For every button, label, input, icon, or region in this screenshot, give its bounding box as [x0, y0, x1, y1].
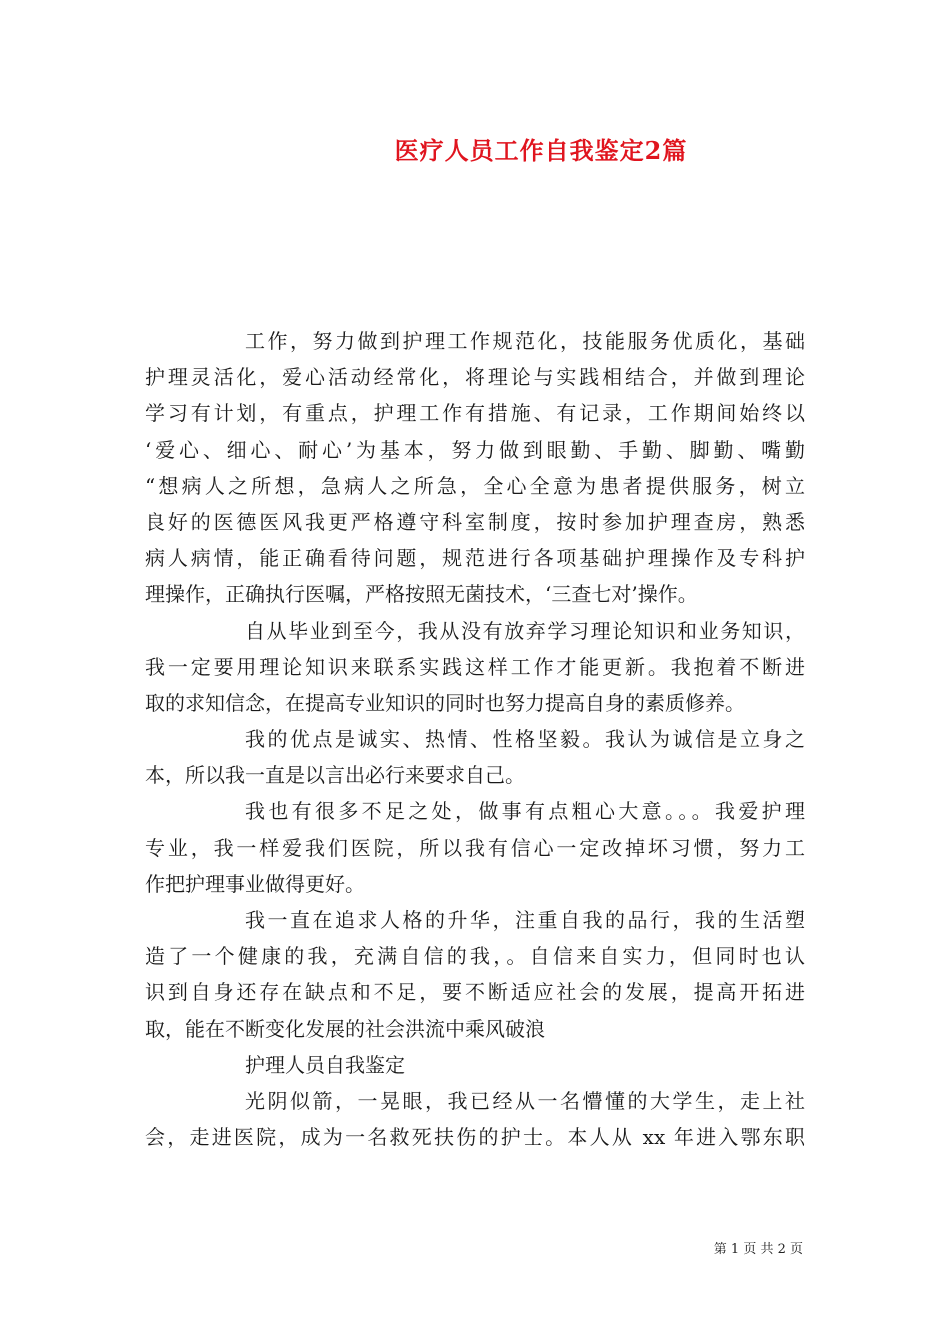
text-line: 我一直在追求人格的升华，注重自我的品行，我的生活塑	[245, 908, 805, 932]
document-body	[145, 323, 805, 1155]
text-line: 病人病情，能正确看待问题，规范进行各项基础护理操作及专科护	[145, 546, 805, 571]
text-line: 取的求知信念，在提高专业知识的同时也努力提高自身的素质修养。	[145, 690, 745, 715]
text-line: 良好的医德医风我更严格遵守科室制度，按时参加护理查房，熟悉	[145, 509, 805, 534]
text-line: 本，所以我一直是以言出必行来要求自己。	[145, 763, 525, 788]
text-line: 工作，努力做到护理工作规范化，技能服务优质化，基础	[245, 329, 805, 353]
text-line: 专业，我一样爱我们医院，所以我有信心一定改掉坏习惯，努力工	[145, 835, 805, 860]
text-line: 作把护理事业做得更好。	[145, 871, 365, 896]
text-line: 造了一个健康的我，充满自信的我，。自信来自实力，但同时也认	[145, 944, 805, 969]
text-line: 我一定要用理论知识来联系实践这样工作才能更新。我抱着不断进	[145, 654, 805, 679]
section-heading: 护理人员自我鉴定	[245, 1052, 405, 1077]
page-number-footer: 第 1 页 共 2 页	[713, 1242, 803, 1257]
text-line: 光阴似箭，一晃眼，我已经从一名懵懂的大学生，走上社	[245, 1088, 805, 1113]
text-line: ‘爱心、细心、耐心’为基本，努力做到眼勤、手勤、脚勤、嘴勤	[145, 437, 805, 462]
text-line: 我也有很多不足之处，做事有点粗心大意。。。我爱护理	[245, 799, 805, 824]
document-title: 医疗人员工作自我鉴定2篇	[394, 136, 688, 165]
text-line: 理操作，正确执行医嘱，严格按照无菌技术，‘三查七对’操作。	[145, 582, 698, 607]
text-line: “想病人之所想，急病人之所急，全心全意为患者提供服务，树立	[145, 473, 805, 498]
text-line: 学习有计划，有重点，护理工作有措施、有记录，工作期间始终以	[145, 401, 805, 426]
text-line: 会，走进医院，成为一名救死扶伤的护士。本人从 xx 年进入鄂东职	[145, 1125, 805, 1150]
text-line: 护理灵活化，爱心活动经常化，将理论与实践相结合，并做到理论	[145, 365, 805, 390]
text-line: 自从毕业到至今，我从没有放弃学习理论知识和业务知识，	[245, 618, 805, 643]
text-line: 取，能在不断变化发展的社会洪流中乘风破浪	[145, 1016, 545, 1041]
text-line: 我的优点是诚实、热情、性格坚毅。我认为诚信是立身之	[245, 727, 805, 752]
text-line: 识到自身还存在缺点和不足，要不断适应社会的发展，提高开拓进	[145, 980, 805, 1005]
